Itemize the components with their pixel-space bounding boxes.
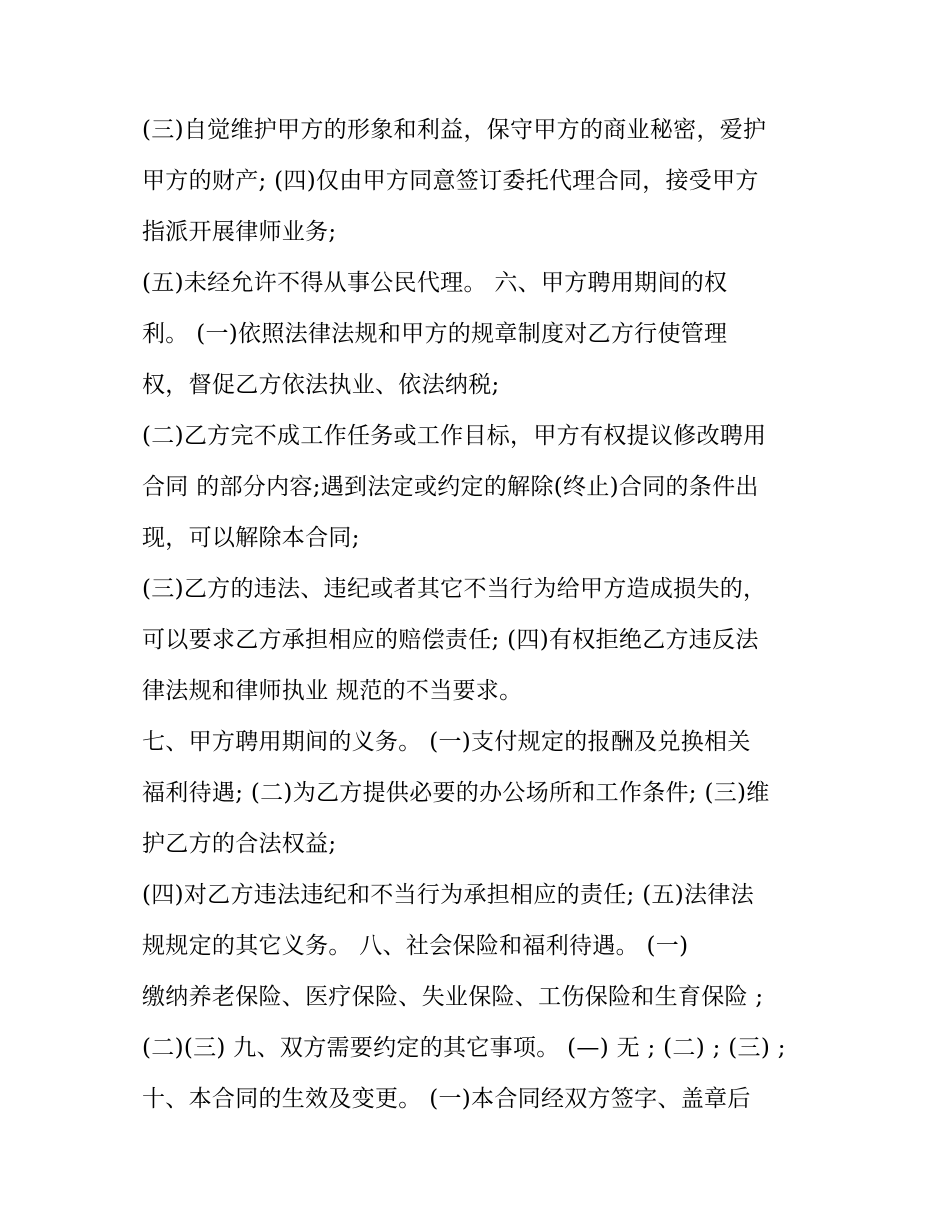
text-line: 规规定的其它义务。 八、社会保险和福利待遇。 (一) xyxy=(142,933,689,959)
text-line: (二)(三) 九、双方需要约定的其它事项。 (—) 无 ; (二) ; (三) ; xyxy=(142,1035,786,1061)
text-line: 合同 的部分内容;遇到法定或约定的解除(终止)合同的条件出 xyxy=(142,474,759,500)
text-line: (四)对乙方违法违纪和不当行为承担相应的责任; (五)法律法 xyxy=(142,882,754,908)
text-line: (五)未经允许不得从事公民代理。 六、甲方聘用期间的权 xyxy=(142,270,728,296)
text-line: 福利待遇; (二)为乙方提供必要的办公场所和工作条件; (三)维 xyxy=(142,780,770,806)
text-line: (三)自觉维护甲方的形象和利益，保守甲方的商业秘密，爱护 xyxy=(142,117,767,143)
text-line: 利。 (一)依照法律法规和甲方的规章制度对乙方行使管理 xyxy=(142,321,728,347)
text-line: 律法规和律师执业 规范的不当要求。 xyxy=(142,678,523,704)
text-line: 缴纳养老保险、医疗保险、失业保险、工伤保险和生育保险 ; xyxy=(142,984,764,1010)
contract-text xyxy=(142,108,822,1128)
text-line: 十、本合同的生效及变更。 (一)本合同经双方签字、盖章后 xyxy=(142,1086,751,1112)
text-line: (三)乙方的违法、违纪或者其它不当行为给甲方造成损失的， xyxy=(142,576,767,602)
text-line: 护乙方的合法权益; xyxy=(142,831,337,857)
text-line: 七、甲方聘用期间的义务。 (一)支付规定的报酬及兑换相关 xyxy=(142,729,751,755)
text-line: 现，可以解除本合同; xyxy=(142,525,360,551)
text-line: 指派开展律师业务; xyxy=(142,219,337,245)
text-line: (二)乙方完不成工作任务或工作目标，甲方有权提议修改聘用 xyxy=(142,423,767,449)
text-line: 甲方的财产; (四)仅由甲方同意签订委托代理合同，接受甲方 xyxy=(142,168,759,194)
text-line: 可以要求乙方承担相应的赔偿责任; (四)有权拒绝乙方违反法 xyxy=(142,627,759,653)
text-line: 权，督促乙方依法执业、依法纳税; xyxy=(142,372,500,398)
